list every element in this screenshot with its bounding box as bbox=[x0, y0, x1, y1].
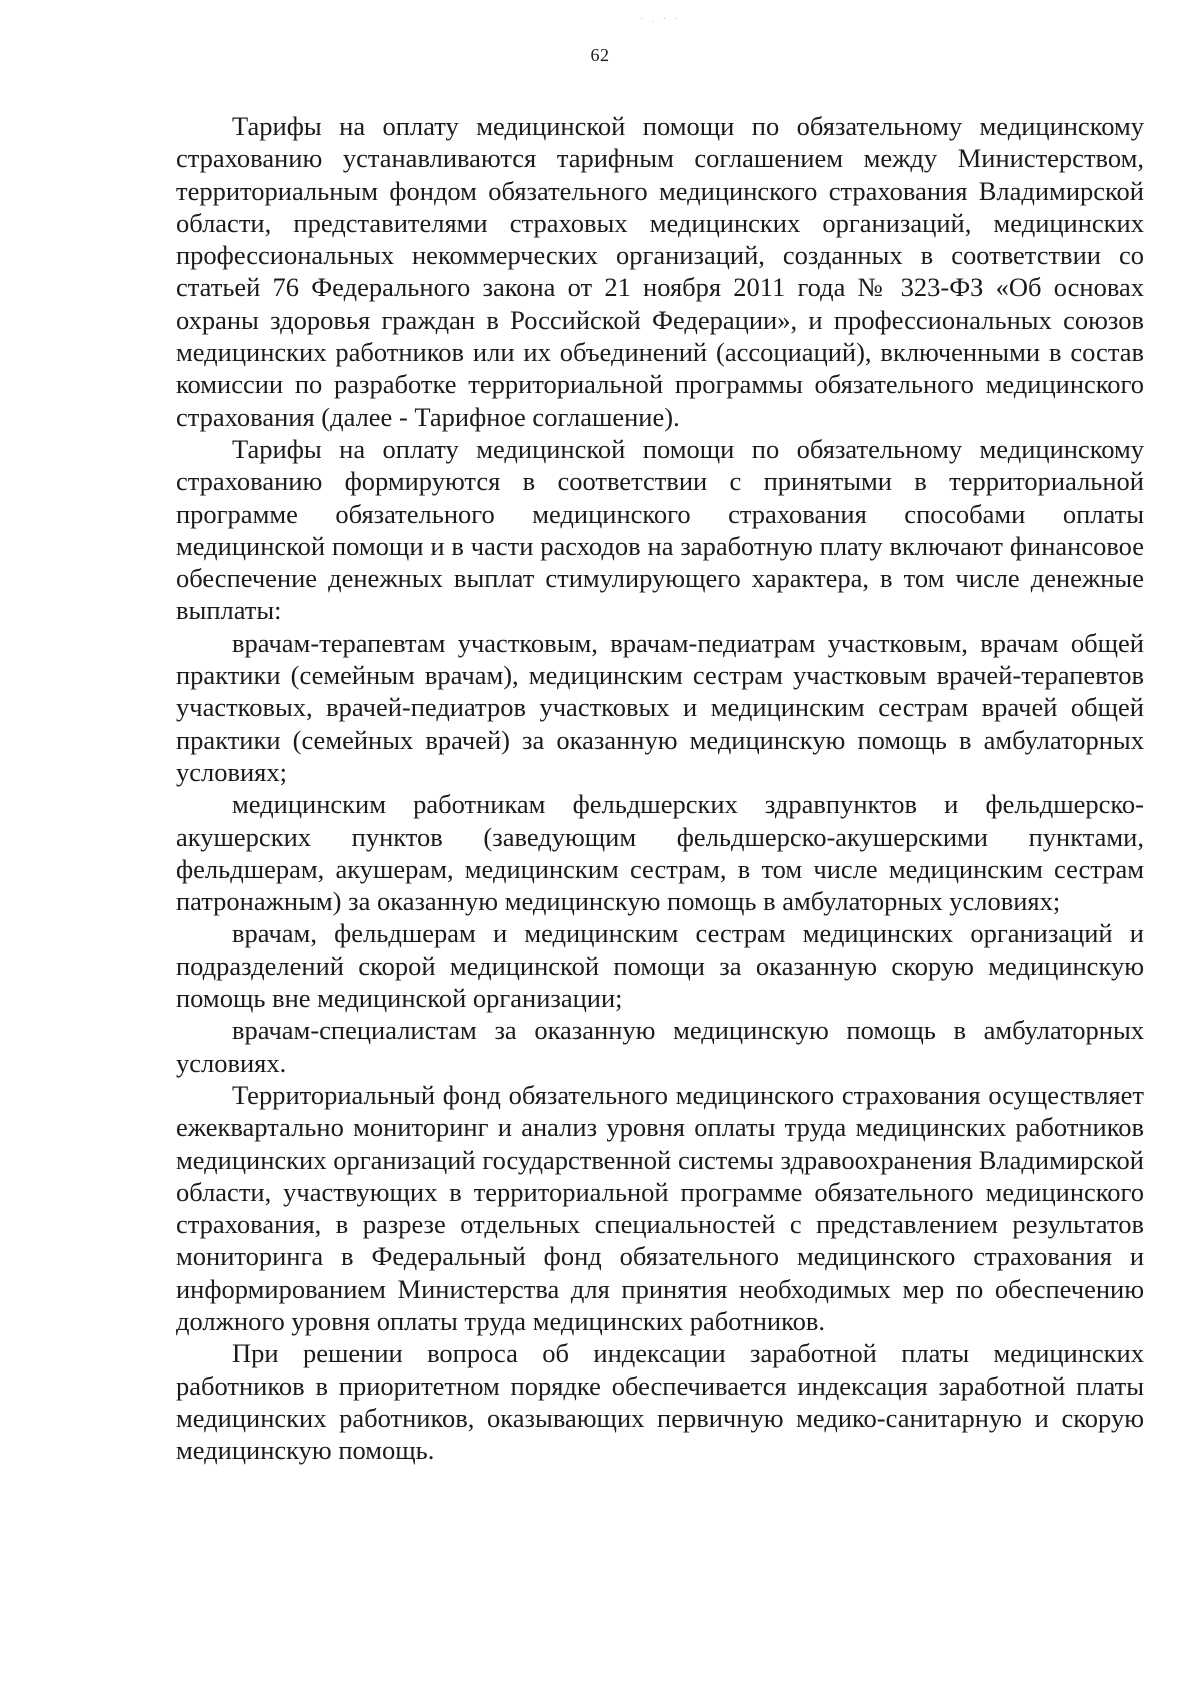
paragraph-monitoring: Территориальный фонд обязательного медицинского страхования осуществляет ежеквартально мониторинг и анализ уровня оплаты труда медицинских работников медицинских организаций государственной системы здравоохранения Владимирской области, участвующих в территориальной программе обязательного медицинского страхования, в разрезе отдельных специальностей с представлением результатов мониторинга в Федеральный фонд обязательного медицинского страхования и информированием Министерства для принятия необходимых мер по обеспечению должного уровня оплаты труда медицинских работников. bbox=[176, 1079, 1144, 1336]
page-number: 62 bbox=[590, 45, 610, 65]
paragraph-payments-specialists: врачам-специалистам за оказанную медицинскую помощь в амбулаторных условиях. bbox=[176, 1015, 1144, 1078]
paragraph-payments-ambulance: врачам, фельдшерам и медицинским сестрам медицинских организаций и подразделений скорой медицинской помощи за оказанную скорую медицинскую помощь вне медицинской организации; bbox=[176, 918, 1144, 1014]
paragraph-tariff-agreement: Тарифы на оплату медицинской помощи по обязательному медицинскому страхованию устанавливаются тарифным соглашением между Министерством, территориальным фондом обязательного медицинского страхования Владимирской области, представителями страховых медицинских организаций, медицинских профессиональных некоммерческих организаций, созданных в соответствии со статьей 76 Федерального закона от 21 ноября 2011 года № 323-ФЗ «Об основах охраны здоровья граждан в Российской Федерации», и профессиональных союзов медицинских работников или их объединений (ассоциаций), включенными в состав комиссии по разработке территориальной программы обязательного медицинского страхования (далее - Тарифное соглашение). bbox=[176, 111, 1144, 432]
document-body bbox=[176, 110, 1144, 1466]
paragraph-payments-district-doctors: врачам-терапевтам участковым, врачам-педиатрам участковым, врачам общей практики (семейным врачам), медицинским сестрам участковым врачей-терапевтов участковых, врачей-педиатров участковых и медицинским сестрам врачей общей практики (семейных врачей) за оказанную медицинскую помощь в амбулаторных условиях; bbox=[176, 627, 1144, 787]
scan-noise: · . · · bbox=[640, 14, 681, 25]
paragraph-tariff-formation: Тарифы на оплату медицинской помощи по обязательному медицинскому страхованию формируются в соответствии с принятыми в территориальной программе обязательного медицинского страхования способами оплаты медицинской помощи и в части расходов на заработную плату включают финансовое обеспечение денежных выплат стимулирующего характера, в том числе денежные выплаты: bbox=[176, 433, 1144, 626]
paragraph-indexation: При решении вопроса об индексации заработной платы медицинских работников в приоритетном порядке обеспечивается индексация заработной платы медицинских работников, оказывающих первичную медико-санитарную и скорую медицинскую помощь. bbox=[176, 1338, 1144, 1466]
paragraph-payments-feldsher-points: медицинским работникам фельдшерских здравпунктов и фельдшерско-акушерских пунктов (заведующим фельдшерско-акушерскими пунктами, фельдшерам, акушерам, медицинским сестрам, в том числе медицинским сестрам патронажным) за оказанную медицинскую помощь в амбулаторных условиях; bbox=[176, 789, 1144, 917]
